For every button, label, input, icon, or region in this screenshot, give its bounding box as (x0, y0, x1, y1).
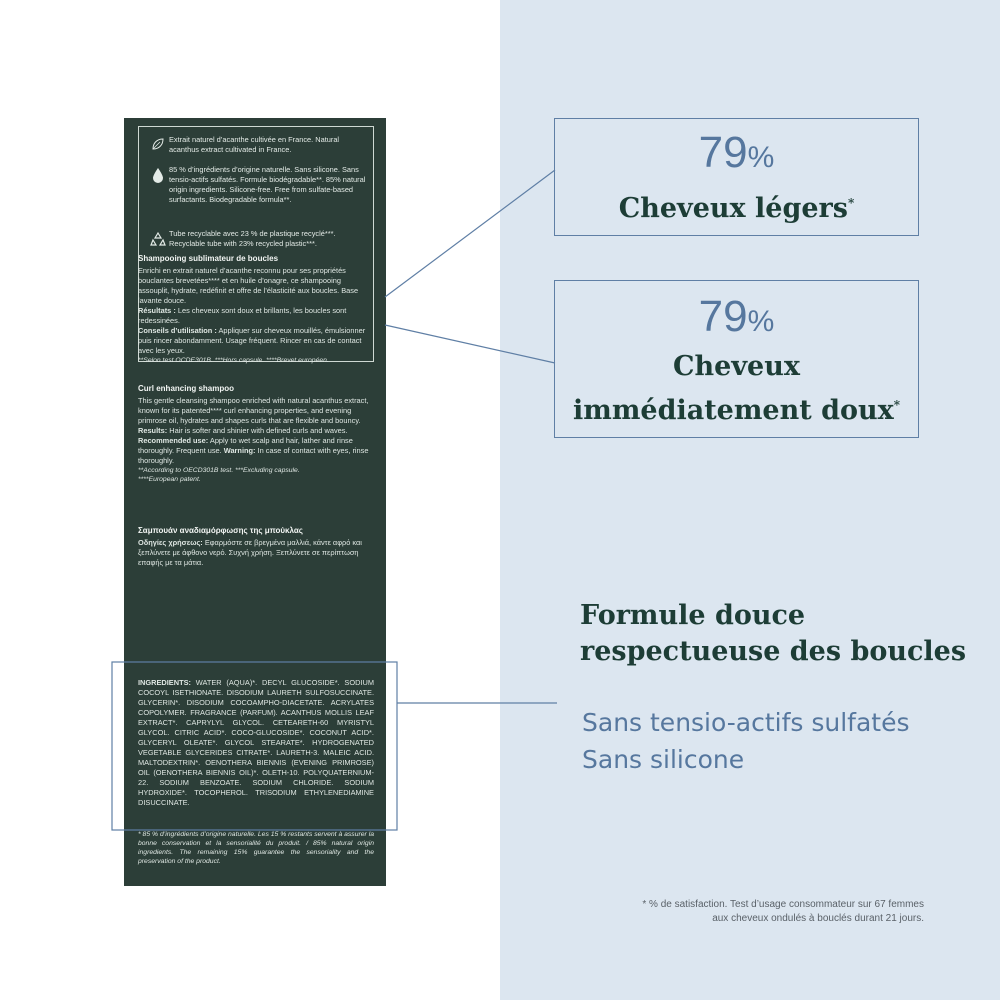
english-footnote-1: **According to OECD301B test. ***Excluding capsule. (138, 467, 300, 474)
stat-label-line-1: Cheveux (673, 351, 800, 382)
french-use-label: Conseils d’utilisation : (138, 326, 217, 335)
english-warning-label: Warning: (223, 446, 256, 455)
stat-box-soft-hair (554, 280, 919, 438)
formula-point-silicone-free: Sans silicone (582, 745, 745, 774)
ingredients-text: WATER (AQUA)*. DECYL GLUCOSIDE*. SODIUM COCOYL ISETHIONATE. DISODIUM LAURETH SULFOSUCCINATE. GLYCERIN*. DISODIUM COCOAMPHO-DIACETATE. ACRYLATES COPOLYMER. FRAGRANCE (PARFUM). ACANTHUS MOLLIS LEAF EXTRACT*. CAPRYLYL GLYCOL. CETEARETH-60 MYRISTYL GLYCOL. CITRIC ACID*. COCO-GLUCOSIDE*. COCONUT ACID*. GLYCERYL OLEATE*. GLYCOL STEARATE*. HYDROGENATED VEGETABLE GLYCERIDES CITRATE*. LAURETH-3. MALEIC ACID. MALTODEXTRIN*. OENOTHERA BIENNIS (EVENING PRIMROSE) OIL (OENOTHERA BIENNIS OIL)*. OLETH-10. POLYQUATERNIUM-22. SODIUM BENZOATE. SODIUM CHLORIDE. SODIUM HYDROXIDE*. TOCOPHEROL. TRISODIUM ETHYLENEDIAMINE DISUCCINATE. (138, 678, 374, 807)
stat-label-line-2: immédiatement doux* (573, 395, 900, 426)
french-results-text: Les cheveux sont doux et brillants, les boucles sont redessinées. (138, 306, 347, 325)
claim-text: 85 % d’ingrédients d’origine naturelle. Sans silicone. Sans tensio-actifs sulfatés. Formule biodégradable**. 85% natural origin ingredients. Silicone-free. Free from sulfate-based surfactants. Biodegradable formula**. (169, 165, 366, 204)
footnote-line-1: * % de satisfaction. Test d’usage consommateur sur 67 femmes (642, 899, 924, 910)
french-results-label: Résultats : (138, 306, 176, 315)
natural-origin-note: * 85 % d’ingrédients d’origine naturelle. Les 15 % restants servent à assurer la bonne conservation et la sensorialité du produit. / 85% natural origin ingredients. The remaining 15% guarantee the sensoriality and the preservation of the product. (138, 831, 374, 865)
ingredients-highlight-frame (112, 662, 397, 830)
stat-box-light-hair (554, 118, 919, 236)
formula-points (582, 704, 982, 778)
english-intro: This gentle cleansing shampoo enriched with natural acanthus extract, known for its patented**** curl enhancing properties, and evening primrose oil, hydrates and shapes curls that are flexible and bouncy. (138, 396, 369, 425)
french-title: Shampooing sublimateur de boucles (138, 254, 279, 263)
french-intro: Enrichi en extrait naturel d’acanthe reconnu pour ses propriétés bouclantes brevetées**** et en huile d’onagre, ce shampooing assouplit, hydrate, redéfinit et offre de l’élasticité aux boucles. Base lavante douce. (138, 266, 359, 305)
callout-line-soft-hair (385, 325, 555, 363)
greek-title: Σαμπουάν αναδιαμόρφωσης της μπούκλας (138, 526, 303, 535)
ingredients-label: INGREDIENTS: (138, 678, 191, 687)
stat-label: Cheveux légers* (618, 193, 855, 224)
french-use-text: Appliquer sur cheveux mouillés, émulsionner puis rincer abondamment. Usage fréquent. Rincer en cas de contact avec les yeux. (138, 326, 366, 355)
stat-value: 79% (698, 128, 775, 177)
formula-point-sulfate-free: Sans tensio-actifs sulfatés (582, 708, 910, 737)
formula-title: Formule douce respectueuse des boucles (580, 600, 967, 667)
english-warning-text: In case of contact with eyes, rinse thoroughly. (138, 446, 369, 465)
claim-text: Tube recyclable avec 23 % de plastique recyclé***. Recyclable tube with 23% recycled plastic***. (169, 229, 336, 248)
english-results-text: Hair is softer and shinier with defined curls and waves. (169, 426, 348, 435)
english-use-label: Recommended use: (138, 436, 209, 445)
french-footnote: **Selon test OCDE301B. ***Hors capsule. ****Brevet européen. (138, 357, 329, 364)
greek-use-label: Οδηγίες χρήσεως: (138, 538, 203, 547)
greek-use-text: Εφαρμόστε σε βρεγμένα μαλλιά, κάντε αφρό και ξεπλύνετε με άφθονο νερό. Συχνή χρήση. Ξεπλύνετε σε περίπτωση επαφής με τα μάτια. (138, 538, 362, 567)
english-title: Curl enhancing shampoo (138, 384, 235, 393)
satisfaction-footnote (560, 898, 924, 926)
english-footnote-2: ****European patent. (138, 476, 201, 483)
english-use-text: Apply to wet scalp and hair, lather and rinse thoroughly. Frequent use. (138, 436, 353, 455)
claim-text: Extrait naturel d’acanthe cultivée en France. Natural acanthus extract cultivated in France. (169, 135, 340, 154)
english-results-label: Results: (138, 426, 168, 435)
callout-line-light-hair (385, 170, 555, 297)
footnote-line-2: aux cheveux ondulés à bouclés durant 21 jours. (712, 913, 924, 924)
stat-value: 79% (698, 292, 775, 341)
